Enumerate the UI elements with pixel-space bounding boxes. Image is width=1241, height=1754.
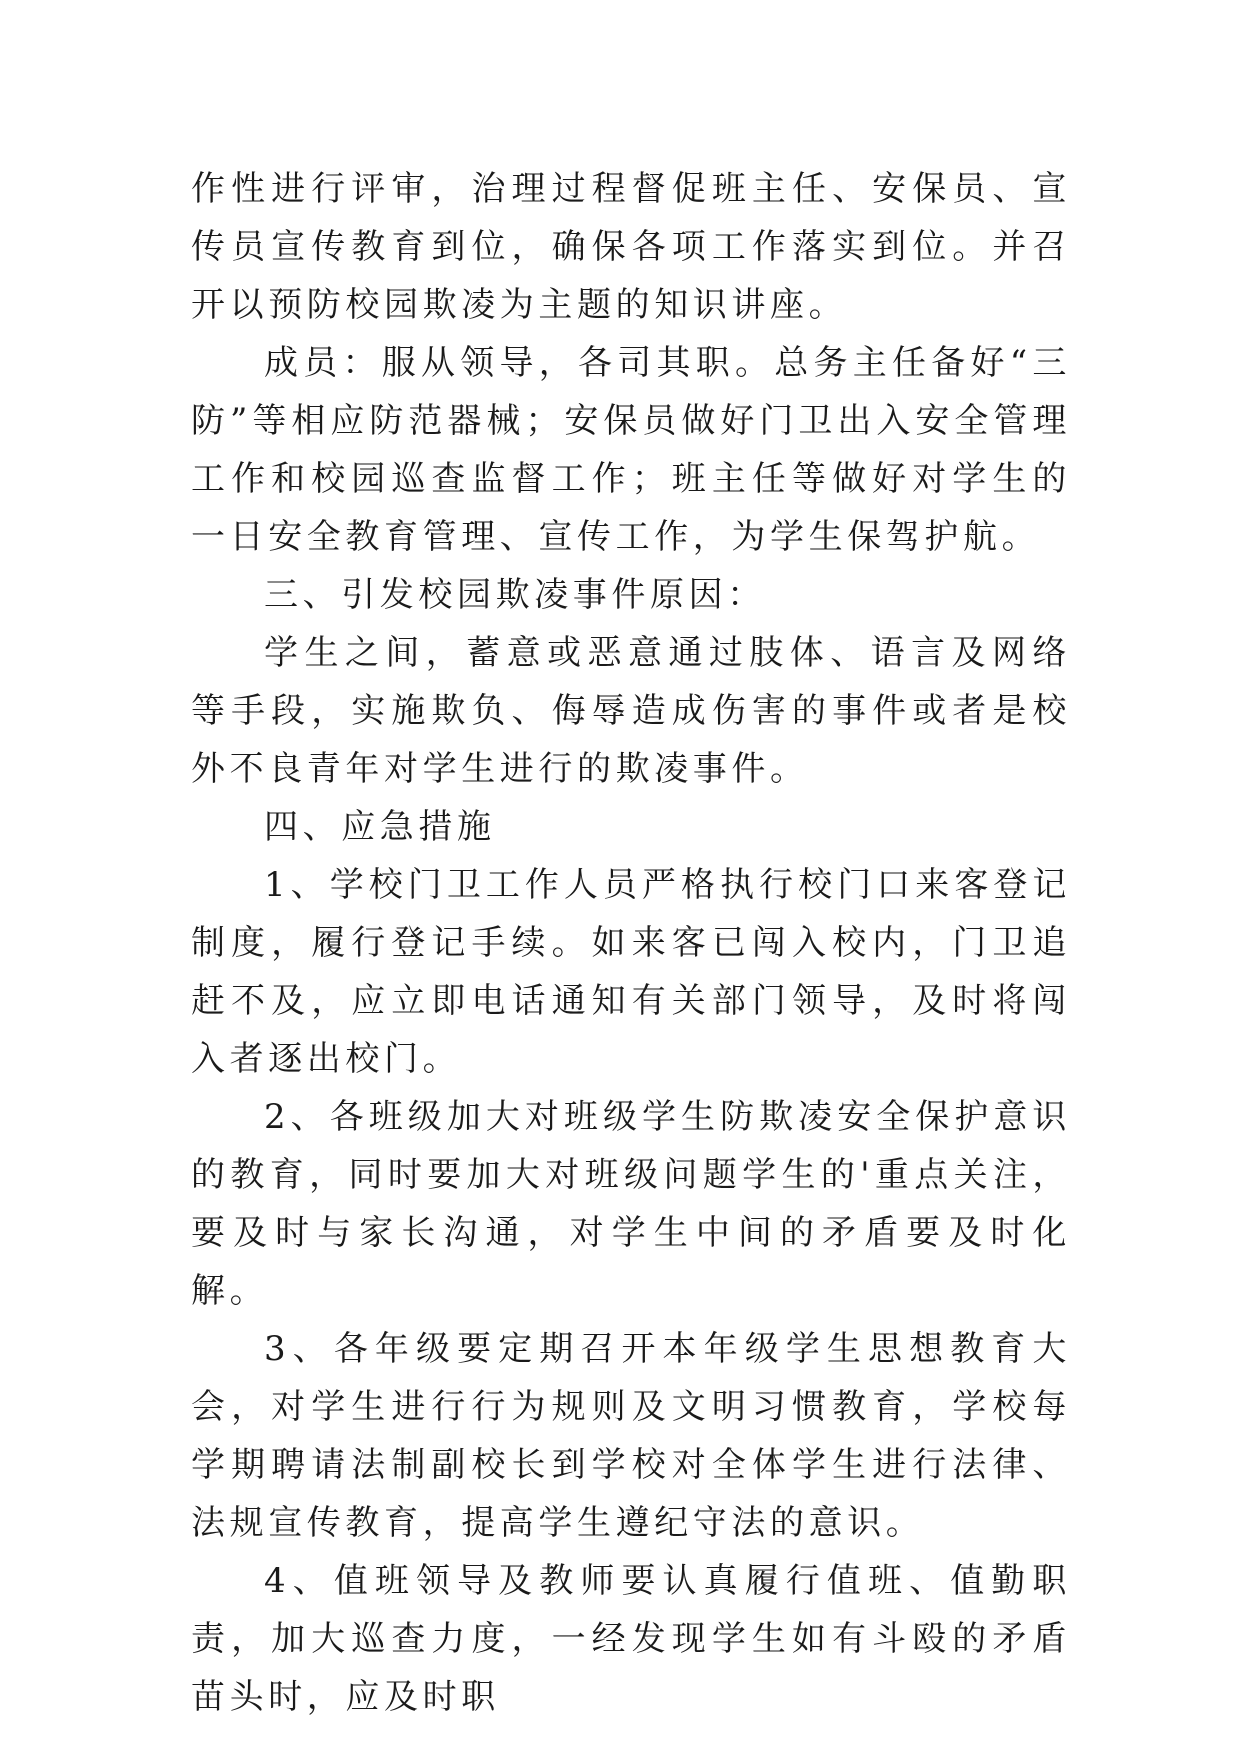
section-heading-4: 四、应急措施 bbox=[264, 807, 496, 847]
paragraph-1: 作性进行评审，治理过程督促班主任、安保员、宣传员宣传教育到位，确保各项工作落实到位。并召开以预防校园欺凌为主题的知识讲座。 bbox=[191, 169, 1071, 325]
measure-item-2: 2、各班级加大对班级学生防欺凌安全保护意识的教育，同时要加大对班级问题学生的'重点关注，要及时与家长沟通，对学生中间的矛盾要及时化解。 bbox=[191, 1097, 1071, 1311]
section-heading-3: 三、引发校园欺凌事件原因： bbox=[264, 575, 766, 615]
measure-item-1: 1、学校门卫工作人员严格执行校门口来客登记制度，履行登记手续。如来客已闯入校内，门卫追赶不及，应立即电话通知有关部门领导，及时将闯入者逐出校门。 bbox=[191, 865, 1071, 1079]
document-body bbox=[191, 160, 1071, 1726]
paragraph-2: 成员：服从领导，各司其职。总务主任备好“三防”等相应防范器械；安保员做好门卫出入安全管理工作和校园巡查监督工作；班主任等做好对学生的一日安全教育管理、宣传工作，为学生保驾护航。 bbox=[191, 343, 1071, 557]
paragraph-4: 学生之间，蓄意或恶意通过肢体、语言及网络等手段，实施欺负、侮辱造成伤害的事件或者是校外不良青年对学生进行的欺凌事件。 bbox=[191, 633, 1071, 789]
measure-item-3: 3、各年级要定期召开本年级学生思想教育大会，对学生进行行为规则及文明习惯教育，学校每学期聘请法制副校长到学校对全体学生进行法律、法规宣传教育，提高学生遵纪守法的意识。 bbox=[191, 1329, 1071, 1543]
measure-item-4: 4、值班领导及教师要认真履行值班、值勤职责，加大巡查力度，一经发现学生如有斗殴的矛盾苗头时，应及时职 bbox=[191, 1561, 1071, 1717]
